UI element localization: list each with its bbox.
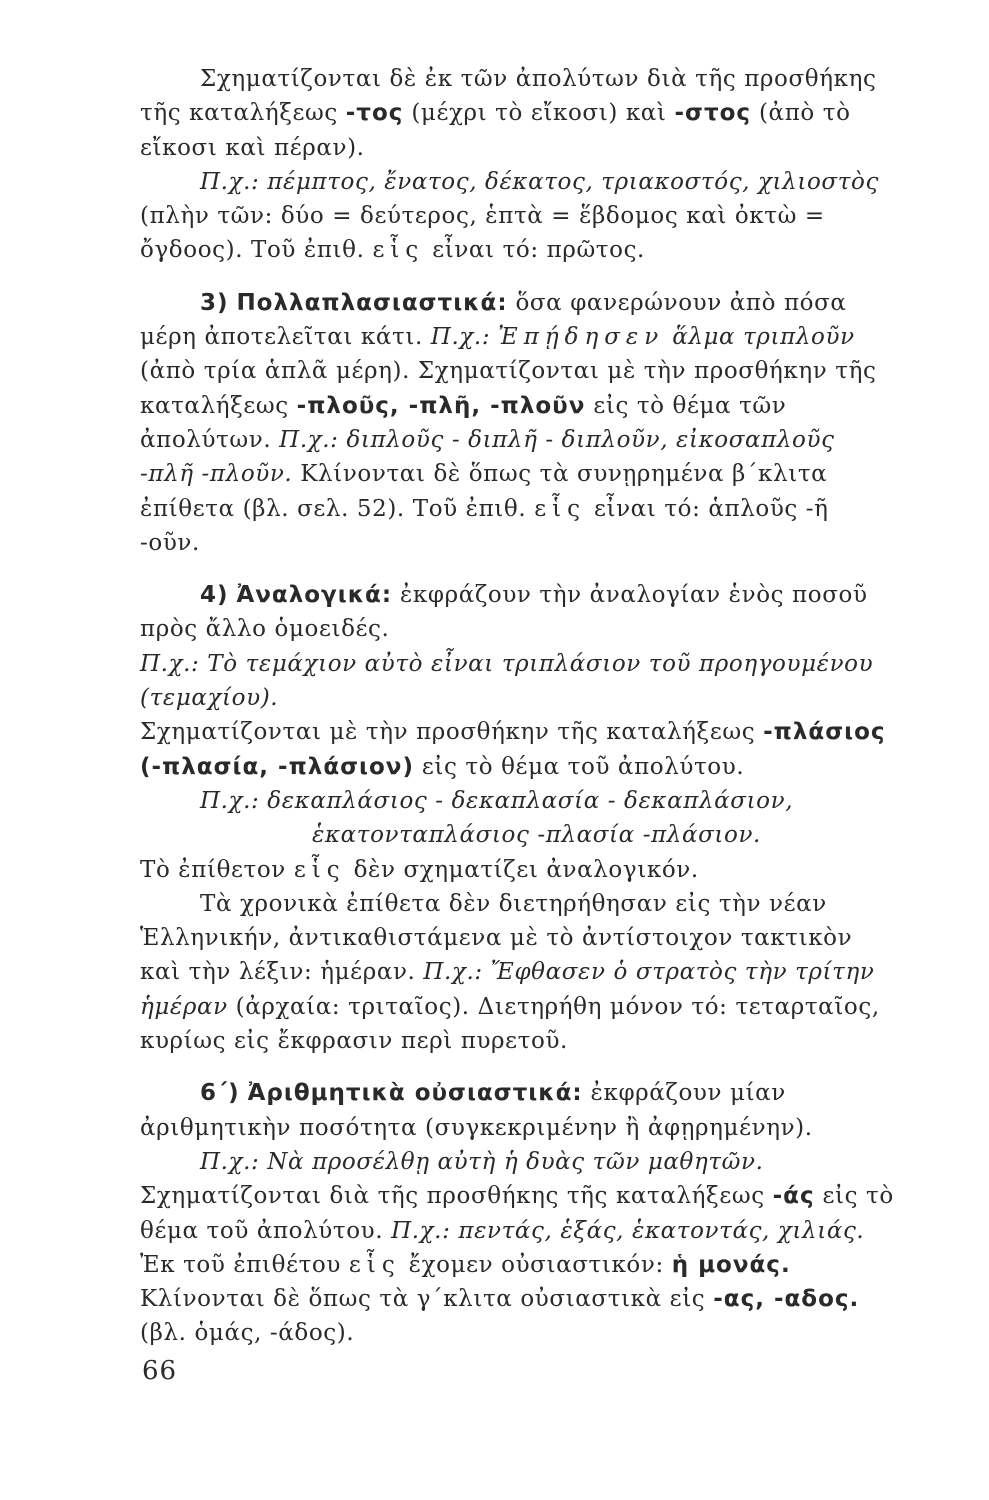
text: δὲν σχηματίζει ἀναλογικόν. (353, 856, 699, 883)
example-label: Π.χ.: (430, 324, 491, 351)
proportional-note (140, 853, 895, 887)
text: εἶναι τό: πρῶτος. (432, 237, 645, 264)
example-label: Π.χ.: (140, 650, 200, 677)
text: ἐκφράζουν μίαν ἀριθμητικὴν ποσότητα (συγκεκριμένην ἢ ἀφῃρημένην). (140, 1080, 813, 1141)
text: Σχηματίζονται διὰ τῆς προσθήκης τῆς καταλήξεως (140, 1183, 765, 1210)
text: Σχηματίζονται μὲ τὴν προσθήκην τῆς καταλήξεως (140, 719, 756, 746)
section-number: 3) (200, 289, 229, 316)
numeral-nouns-declension (140, 1282, 895, 1351)
section-title: Πολλαπλασιαστικά: (236, 289, 508, 316)
example-label: Π.χ.: (200, 168, 260, 195)
proportional-example (140, 647, 895, 716)
text: Ἐκ τοῦ ἐπιθέτου (140, 1251, 341, 1278)
section-number: 4) (200, 582, 229, 609)
suffix: -τος (345, 100, 404, 127)
section-title: Ἀριθμητικὰ οὐσιαστικά: (247, 1080, 583, 1107)
numeral-nouns-formation (140, 1179, 895, 1248)
section-proportional (140, 578, 895, 647)
example-text: Τὸ τεμάχιον αὐτὸ εἶναι τριπλάσιον τοῦ προηγουμένου (τεμαχίου). (140, 650, 874, 712)
example-label: Π.χ.: (423, 959, 483, 986)
suffix: -πλάσιος (-πλασία, -πλάσιον) (140, 719, 886, 780)
suffix: -πλοῦς, -πλῆ, -πλοῦν (296, 392, 586, 419)
text: εἰς τὸ θέμα τοῦ ἀπολύτου. (421, 753, 745, 780)
example-text: ἑκατονταπλάσιος -πλασία -πλάσιον. (312, 822, 761, 849)
text: ἔχομεν οὐσιαστικόν: (408, 1251, 664, 1278)
suffix: -στος (674, 100, 752, 127)
text: (ἀπὸ τρία ἁπλᾶ μέρη). Σχηματίζονται μὲ τὴν προσθήκην τῆς καταλήξεως (140, 358, 877, 419)
text: (ἀρχαία: τριταῖος). Διετηρήθη μόνον τό: τεταρταῖος, κυρίως εἰς ἔκφρασιν περὶ πυρετοῦ. (140, 993, 880, 1055)
section-title: Ἀναλογικά: (236, 582, 393, 609)
suffix: -ας, -αδος. (713, 1286, 860, 1313)
text: ἐκφράζουν τὴν ἀναλογίαν ἑνὸς ποσοῦ πρὸς ἄλλο ὁμοειδές. (140, 582, 868, 643)
text: Κλίνονται δὲ ὅπως τὰ γ΄κλιτα οὐσιαστικὰ εἰς (140, 1286, 706, 1313)
spaced-word: εἷς (372, 237, 425, 264)
paragraph-formation-ordinals (140, 62, 895, 165)
text: Σχηματίζονται δὲ ἐκ τῶν ἀπολύτων διὰ τῆς προσθήκης τῆς καταλήξεως (140, 66, 877, 127)
example-text: διπλοῦς - διπλῆ - διπλοῦν, εἰκοσαπλοῦς -πλῆ -πλοῦν. (140, 426, 835, 488)
temporal-paragraph (140, 887, 895, 1058)
text: εἰς τὸ θέμα τοῦ ἀπολύτου. (140, 1183, 894, 1244)
example-label: Π.χ.: (200, 1148, 260, 1175)
example-text: ἅλμα τριπλοῦν (672, 324, 855, 351)
bold-word: ἡ μονάς. (671, 1251, 791, 1278)
proportional-examples-line1 (140, 784, 895, 818)
text: ὅσα φανερώνουν ἀπὸ πόσα μέρη ἀποτελεῖται κάτι. (140, 289, 847, 351)
section-multiplicative (140, 286, 895, 560)
example-text: Νὰ προσέλθῃ αὐτὴ ἡ δυὰς τῶν μαθητῶν. (267, 1148, 764, 1175)
text: (μέχρι τὸ εἴκοσι) καὶ (411, 100, 667, 127)
section-numeral-nouns (140, 1076, 895, 1145)
example-text: πέμπτος, ἔνατος, δέκατος, τριακοστός, χιλιοστὸς (267, 168, 879, 195)
section-number: 6΄) (200, 1080, 240, 1107)
example-label: Π.χ.: (279, 426, 339, 453)
text: εἶναι τό: ἁπλοῦς -ῆ -οῦν. (140, 495, 829, 556)
text: (ἀπὸ τὸ εἴκοσι καὶ πέραν). (140, 100, 851, 161)
text: (βλ. ὁμάς, -άδος). (140, 1320, 355, 1347)
example-text: πεντάς, ἑξάς, ἑκατοντάς, χιλιάς. (458, 1217, 865, 1244)
numeral-nouns-unit (140, 1248, 895, 1282)
proportional-formation (140, 715, 895, 784)
text: Τὰ χρονικὰ ἐπίθετα δὲν διετηρήθησαν εἰς τὴν νέαν Ἑλληνικήν, ἀντικαθιστάμενα μὲ τὸ ἀντίστοιχον τακτικὸν καὶ τὴν λέξιν: ἡμέραν. (140, 890, 853, 986)
suffix: -άς (772, 1183, 815, 1210)
example-text: δεκαπλάσιος - δεκαπλασία - δεκαπλάσιον, (267, 787, 794, 814)
example-label: Π.χ.: (391, 1217, 451, 1244)
text: Κλίνονται δὲ ὅπως τὰ συνῃρημένα β΄κλιτα ἐπίθετα (βλ. σελ. 52). Τοῦ ἐπιθ. (140, 461, 828, 522)
page-body (140, 62, 895, 1351)
page-number: 66 (142, 1356, 178, 1386)
spaced-word: εἷς (534, 495, 587, 522)
spaced-word: Ἐπῄδησεν (498, 324, 665, 351)
spaced-word: εἷς (293, 856, 346, 883)
example-text: Ἔφθασεν ὁ στρατὸς τὴν τρίτην ἡμέραν (140, 959, 875, 1020)
text: Τὸ ἐπίθετον (140, 856, 286, 883)
spaced-word: εἷς (348, 1251, 401, 1278)
proportional-examples-line2 (140, 818, 895, 852)
paragraph-ordinals-examples (140, 165, 895, 268)
example-label: Π.χ.: (200, 787, 260, 814)
numeral-nouns-example (140, 1145, 895, 1179)
text: εἰς τὸ θέμα τῶν ἀπολύτων. (140, 392, 787, 453)
text: (πλὴν τῶν: δύο = δεύτερος, ἑπτὰ = ἕβδομος καὶ ὀκτὼ = ὄγδοος). Τοῦ ἐπιθ. (140, 203, 825, 264)
